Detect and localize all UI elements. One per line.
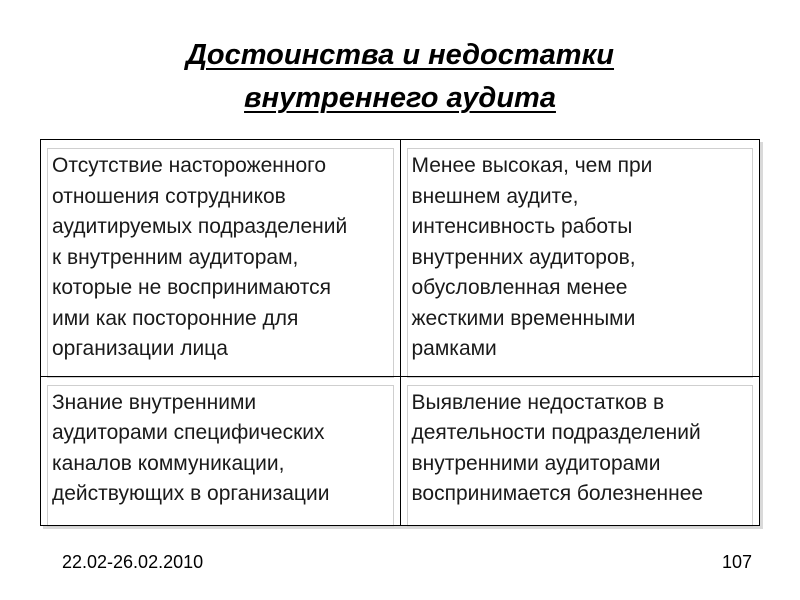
table-row: [41, 376, 760, 525]
slide-title-line-2: внутреннего аудита: [244, 82, 556, 114]
page-number: 107: [721, 552, 752, 572]
cell-text: Выявление недостатков в деятельности подразделений внутренними аудиторами воспринимается болезненнее: [407, 385, 754, 527]
table-cell-disadvantage: [400, 140, 760, 377]
cell-text: Отсутствие настороженного отношения сотрудников аудитируемых подразделений к внутренним аудиторам, которые не воспринимаются ими как посторонние для организации лица: [47, 148, 394, 378]
slide-title-line-1: Достоинства и недостатки: [185, 39, 615, 71]
table-cell-advantage: [41, 376, 401, 525]
slide-title: [0, 34, 800, 120]
cell-text: Менее высокая, чем при внешнем аудите, интенсивность работы внутренних аудиторов, обусловленная менее жесткими временными рамками: [407, 148, 754, 378]
cell-text: Знание внутренними аудиторами специфических каналов коммуникации, действующих в организации: [47, 385, 394, 527]
table-cell-advantage: [41, 140, 401, 377]
comparison-table-container: [40, 139, 760, 526]
footer-date: 22.02-26.02.2010: [62, 552, 204, 572]
table-row: [41, 140, 760, 377]
table-cell-disadvantage: [400, 376, 760, 525]
comparison-table: [40, 139, 760, 526]
